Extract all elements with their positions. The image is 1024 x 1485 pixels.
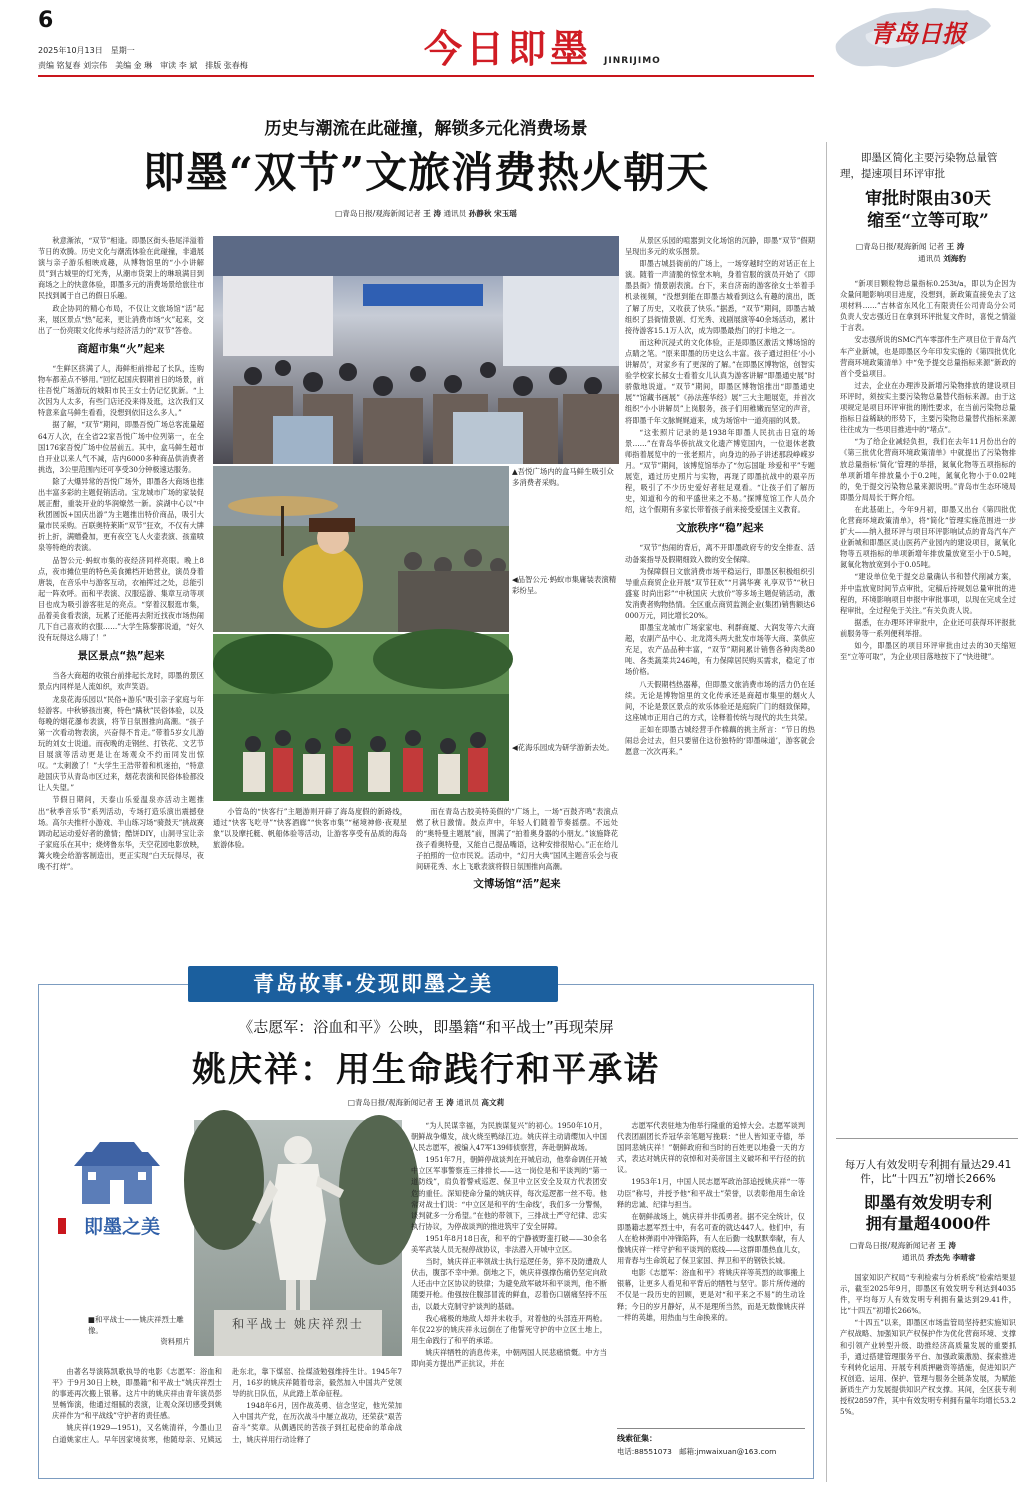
jimo-beauty-text: 即墨之美 xyxy=(83,1216,160,1238)
lead-sec2-p1: 当各大商超的收银台前排起长龙时，即墨的景区景点内同样是人流如织，欢声笑语。 xyxy=(38,671,204,692)
side-p3: 过去，企业在办理涉及新增污染物排放的建设项目环评时，须按实主要污染物总量替代指标来源。由于这项规定是项目环评审批的刚性要求，在当前污染物总量指标日益稀缺的形势下，主要污染物总量替代指标来源往往成为一些项目推进中的“堵点”。 xyxy=(840,380,1016,435)
lead-sec2-p4: 小管岛的“快客行”主题游则开辟了海岛度假的新路线，通过“快客飞吃寻”“快客酒廊”“快客市集”“秘境神修·夜观星象”以及摩托艇、帆船体验等活动，让游客享受有品质的海岛旅游体验。 xyxy=(213,807,407,850)
contact-label: 线索征集： xyxy=(617,1434,657,1443)
lead-sec2-p5: 而在青岛古胶美特美假的“广场上，一场“百鼓齐鸣”表演点燃了秋日激情。鼓点声中，年轻人们随着节奏摇摆。不远处的“奥特曼主题展”前，围满了“拍着奥身器的小朋友。”该施降花孩子看奥特曼，又能自己提品嘴语，这种安排很贴心。”正在给儿子拍照的一位市民说。活动中，“幻月大典”国风主题音乐会与夜间研花秀、水上飞歌表演将假日氛围推向高潮。 xyxy=(416,807,618,872)
side2-byline-mid: 通讯员 xyxy=(902,1253,925,1262)
side2-byline-reporter: 王 涛 xyxy=(938,1241,956,1250)
side-p6: “建设单位免于提交总量确认书和替代削减方案，并中监放宽时间节点审批，定稿后持规划总量审批的进程的，环境影响项目申报中审批事项，以现在完成全过程审批，全过程免于关注。”有关负责人说。 xyxy=(840,572,1016,615)
photo-mall-crowd xyxy=(213,236,619,464)
lead-sec2-p3: 节假日期间，天泰山乐爱温泉亦活动主题推出“秋季音乐节”系列活动，专场打造乐演出震撼登场。高尔夫推杆小游戏、半山练习场“骑鼓天”挑战赛调动起运动爱好者的激情；酷饼DIY，山洞寻宝让亲子家庭乐在其中；烧烤鲁东华，天空花园电影放映，篝火晚会给游客制造出，更正实现“白天玩得尽，夜晚不打烊”。 xyxy=(38,795,204,871)
story-col3-p1: 志愿军代表驻地为他举行隆重的追悼大会。志愿军谈判代表团副团长乔冠华亲笔题写挽联：“世人皆知亚寺德，举国同悲姚庆祥！”朝鲜政府和当时的百姓更以地叠一天的方式，表达对姚庆祥的哀悼和对美帝国主义破坏和平行径的抗议。 xyxy=(617,1121,805,1175)
side-byline-reporter: 王 涛 xyxy=(946,242,965,251)
lead-col4 xyxy=(625,235,815,921)
page-number: 6 xyxy=(38,8,54,33)
lead-sec4-title: 文旅秩序“稳”起来 xyxy=(676,522,764,535)
story-byline xyxy=(38,1097,814,1108)
contact-box xyxy=(617,1428,805,1470)
story-frame-top-right xyxy=(558,984,814,985)
lead-sec3-p4: “这张照片记录的是1938年即墨人民抗击日寇的场景……”在青岛华侨抗战文化遗产博览国内，一位退休老教师指着展览中的一张老照片，向身边的孙子讲述那段峥嵘岁月。“双节”期间，该博览馆举办了“勿忘国耻 珍爱和平”专题展览，通过历史照片与实物，再现了即墨抗战中的艰辛历程，吸引了不少历史爱好者驻足观看。“让孩子们了解历史，知道和今的和平盛世来之不易。”探博览馆工作人员介绍，这个假期有多家长带着孩子前来接受爱国主义教育。 xyxy=(625,427,815,515)
story-byline-reporter: 王 涛 xyxy=(435,1098,454,1107)
side2-headline-small: 每万人有效发明专利拥有量达29.41件，比“十四五”初增长266% xyxy=(844,1159,1012,1185)
side-p4: “为了给企业减轻负担，我们在去年11月份出台的《第三批优化营商环境政策清单》中就提出了污染物排放总量指标‘简化’管理的举措，氮氧化物等五项指标的单项新增年排放量小于0.2吨，氮氧化物小于0.02吨的，免于提交污染物总量来源说明。”青岛市生态环境局即墨分局局长于辉介绍。 xyxy=(840,437,1016,502)
newspaper-logo xyxy=(826,4,996,78)
story-frame-top-left xyxy=(38,984,188,985)
story-col3-p2: 1953年1月，中国人民志愿军政治部追授姚庆祥“一等功臣”称号，并授予他“和平战士”荣誉，以表彰他用生命诠释的忠诚、纪律与担当。 xyxy=(617,1177,805,1209)
side-byline-prefix: □青岛日报/观海新闻 记者 xyxy=(856,242,945,251)
lead-sec4-p5: 正如在即墨古城经营手作棉藕的挑主所言：“节日的热闹总会过去，但只要留住这份独特的‘即墨味道’，游客就会愿意一次次再来。” xyxy=(625,724,815,757)
story-col1-p2: 姚庆祥(1929—1951)，又名姚清祥，今墨山卫白道姚家庄人。早年因家境贫寒，他随母亲、兄姨远赴东北，靠下煤窑、捡煤渣勉强维持生计。1945年7月，16岁的姚庆祥随着母亲，毅然加入中国共产党领导的抗日队伍，从此踏上革命征程。 xyxy=(52,1367,402,1444)
story-col2-p6: 姚庆祥牺牲的消息传来，中朝两国人民悲痛愤慨。中方当即向美方提出严正抗议，并在 xyxy=(411,1347,607,1368)
lead-sec3-p3: 而这种沉浸式的文化体验，正是即墨区激活文博场馆的点睛之笔。“原来即墨的历史这么丰富。孩子通过担任‘小小讲解员’，对家乡有了更深的了解。”在即墨区博物馆，创智实验学校家长郝女士看着女儿认真为游客讲解“即墨通史展”时骄傲地说道。“双节”期间，即墨区博物馆推出“即墨通史展”“馆藏书画展”《孙法莲华经》展”三大主题展览，并首次组织“小小讲解员”上岗服务，孩子们用稚嫩而坚定的声音，将即墨千年文脉娓娓道来，成为场馆中一道亮丽的风景。 xyxy=(625,337,815,425)
side-headline-line2: 缩至“立等可取” xyxy=(867,211,989,231)
lead-byline xyxy=(38,208,814,219)
lead-sec3-p2: 即墨古城县衙前的广场上，一场穿越时空的对话正在上演。随着一声清脆的惊堂木响，身着官服的演员开始了《即墨县衙》情景剧表演。台下，来自济南的游客徐女士举着手机录视频，“没想到能在即墨古城看到这么有趣的演出，既了解了历史，又收获了快乐。”据悉，“双节”期间，即墨古城组织了县衙情景剧、灯光秀、戏剧展演等40余场活动，累计接待游客15.1万人次，成为即墨最热门的打卡地之一。 xyxy=(625,259,815,335)
lead-intro-1: 秋意渐浓，“双节”相逢。即墨区街头巷尾洋溢着节日的欢腾。历史文化与潮流体验在此碰撞，非遗展演与亲子游乐相映成趣，从博物馆里的“小小讲解员”到古城里的灯光秀，从潮市货架上的琳琅满目到商场之上的快意体验，即墨多元的消费场景给旅往市民找到属于自己的假日乐趣。 xyxy=(38,236,204,301)
caption-flower-park: ◀花海乐园成为研学游新去处。 xyxy=(512,742,618,753)
side-byline-mid: 通讯员 xyxy=(918,254,941,263)
story-col1-p1: 由著名导演陈凯歌执导的电影《志愿军：浴血和平》于9月30日上映，即墨籍“和平战士”姚庆祥烈士的事迹再次搬上银幕。这片中的姚庆祥由青年演员彭昱畅饰演，他通过细腻的表演，让观众深切感受到姚庆祥作为“和平战线”守护者的责任感。 xyxy=(52,1367,222,1421)
story-banner-text: 青岛故事·发现即墨之美 xyxy=(253,972,493,996)
side2-byline xyxy=(850,1240,1016,1264)
lead-sec1-p1: “生鲜区挤满了人，海鲜柜前排起了长队，连购物车都差点不够用。”回忆起国庆假期首日的场景，前往吾悦广场游玩的城阳市民王女士仍记忆犹新。“上次因为人太多，有些门店还没来得及逛，这次我们又特意来盒马鲜生看看，没想到依旧这么多人。” xyxy=(38,363,204,418)
story-byline-prefix: □青岛日报/观海新闻记者 xyxy=(347,1098,434,1107)
side-headline xyxy=(840,188,1016,232)
mall-crowd-image xyxy=(213,236,619,464)
statue-inscription: 和平战士 姚庆祥烈士 xyxy=(232,1317,364,1331)
statue-caption-line1: ■和平战士——姚庆祥烈士雕像。 xyxy=(88,1315,184,1335)
section-pinyin: JINRIJIMO xyxy=(604,56,661,66)
story-col3 xyxy=(617,1120,805,1420)
byline-contributors: 孙静秋 宋玉瑶 xyxy=(468,209,517,218)
jimo-logo-seal xyxy=(58,1218,66,1234)
side-byline xyxy=(856,241,1016,265)
lead-col1 xyxy=(38,235,204,871)
side2-body xyxy=(840,1272,1016,1478)
story-col3-p4: 电影《志愿军：浴血和平》将姚庆祥等英烈的故事搬上银幕，让更多人看见和平背后的牺牲与坚守。影片所传递的不仅是一段历史的回顾，更是对“和平来之不易”的生动诠释；今日的岁月静好，从不是理所当然，而是无数像姚庆祥一样的英雄，用热血与生命换来的。 xyxy=(617,1268,805,1322)
lead-kicker: 历史与潮流在此碰撞，解锁多元化消费场景 xyxy=(264,119,588,139)
story-kicker: 《志愿军：浴血和平》公映，即墨籍“和平战士”再现荣屏 xyxy=(238,1018,614,1036)
side-p1: “新项目颗粒物总量指标0.253t/a，即以为企因为众量问题影响项目进度，没想到，新政策直接免去了这项材料……”吉林省东风化工有限责任公司青岛分公司负责人安志强近日在拿到环评批复文件时，喜悦之情溢于言表。 xyxy=(840,279,1016,333)
lead-sec1-title: 商超市集“火”起来 xyxy=(77,342,165,355)
story-col3-p3: 在朝鲜战场上，姚庆祥并非孤勇者。据不完全统计，仅即墨籍志愿军烈士中，有名可查的就达447人。他们中，有人在枪林弹雨中冲锋陷阵，有人在后勤一线默默奉献，有人像姚庆祥一样守护和平谈判的底线——这群即墨热血儿女，用青春与生命筑起了保卫家国、捍卫和平的钢铁长城。 xyxy=(617,1211,805,1266)
caption-mall: ▲吾悦广场内的盒马鲜生吸引众多消费者采购。 xyxy=(512,466,618,488)
lead-col2-bottom xyxy=(213,806,407,920)
lead-sec4-p4: 八天假期档热器幕，但即墨文旅消费市场的活力仍在延续。无论是博物馆里的文化传承还是商超市集里的烟火人间，不论是景区景点的欢乐体验还是庭院广门的细致保障，这座城市正用自己的方式，诠释着传统与现代的共生共荣。 xyxy=(625,679,815,722)
photo-performer xyxy=(213,466,509,632)
staff-credits: 责编 铭复春 刘宗伟 美编 金 琳 审读 李 斌 排版 张春梅 xyxy=(38,61,248,70)
side2-headline xyxy=(840,1192,1016,1234)
side2-headline-line1: 即墨有效发明专利 xyxy=(863,1193,992,1212)
masthead-rule xyxy=(38,75,814,77)
sidebar-divider xyxy=(826,142,827,1482)
story-col1 xyxy=(52,1366,402,1472)
side2-p2: “十四五”以来，即墨区市场监管局坚持把实施知识产权战略、加强知识产权保护作为优化营商环境、支撑和引领产业转型升级、助推经济高质量发展的重要抓手，通过搭建管理服务平台、加强政策激励、探索推进专利转化运用、开展专利质押融资等措施，促进知识产权创造、运用、保护、管理与服务全链条发展，为赋能新质生产力发展提供知识产权支撑。其间，全区获专利授权28597件，其中有效发明专利拥有量年均增长53.25%。 xyxy=(840,1318,1016,1417)
story-col1-p3: 1948年6月，因作战英勇、信念坚定，他光荣加入中国共产党，在历次战斗中屡立战功，还荣获“艰苦奋斗”奖章。从偶遇民的苦孩子到扛起使命的革命战士，姚庆祥用行动诠释了 xyxy=(232,1401,402,1444)
photo-statue xyxy=(194,1120,402,1356)
story-col2-p5: 我心痛极的地敌人却并未收手，对着他的头部连开两枪。年仅22岁的姚庆祥永远倒在了他誓死守护的中立区土地上，用生命践行了和平的承诺。 xyxy=(411,1313,607,1345)
story-col2-p4: 当时，姚庆祥正率领战士执行巡逻任务，猝不及防遭敌人伏击，腹部不幸中弹。倒地之下，姚庆祥强撑伤痛仍坚定向敌人还击中立区协议的铁律；为避免敌军破坏和平谈判，他不断随要开枪。他强按住腹部冒流的鲜血，忍着伤口剧痛坚持不压击，以最大克制守护谈判的基础。 xyxy=(411,1257,607,1311)
lead-sec4-p2: 为保障假日文旅消费市场平稳运行，即墨区积极组织引导重点商贸企业开展“双节狂欢”“月满华赛 礼享双节”“秋日盛宴 时尚出彩”“中秋国庆 大放价”等多场主题促销活动，激发消费者购物热情。全区重点商贸监测企业(集团)销售额达6000万元，同比增长20%。 xyxy=(625,566,815,620)
photo-flower-park xyxy=(213,634,509,801)
story-col2-p2: 1951年7月，朝鲜停战谈判在开城启动，他奉命调任开城中立区军事警察连三排排长——这一岗位是和平谈判的“第一道防线”，肩负着警戒巡逻、保卫中立区安全及双方代表团安危的重任。深知使命分量的姚庆祥，每次巡逻都一丝不苟。他常对战士们说：“中立区是和平的‘生命线’，我们多一分警惕，谈判就多一分希望。”在他的带领下，三排战士严守纪律、忠实执行协议，为停战谈判的推进筑牢了安全屏障。 xyxy=(411,1155,607,1231)
lead-sec1-p3: 除了大爆异常的吾悦广场外，即墨各大商场也推出丰富多彩的主题促销活动。宝龙城市广场的家装促展正酣，重装开业的华润燎然一新。滨湖中心以“中秋团圆饭+国庆出游”为主题推出特价商品，吸引大量市民采购。百联奥特莱斯“双节”狂欢，不仅有大牌折上折，满赠叠加，更有夜空飞人火壶表演、孩童喷泉等特绝的表演。 xyxy=(38,476,204,553)
lead-sec2-title: 景区景点“热”起来 xyxy=(77,650,165,663)
lead-intro-2: 政企协同的精心布局，不仅让文旅场馆“活”起来，展区景点“热”起来，更让消费市场“火”起来，交出了一份亮眼文化传承与经济活力的“双节”答卷。 xyxy=(38,303,204,335)
section-title: 今日即墨 xyxy=(424,27,593,71)
side2-byline-contributors: 乔杰先 李晴睿 xyxy=(927,1253,976,1262)
side-kicker: 即墨区简化主要污染物总量管理，提速项目环评审批 xyxy=(840,152,998,180)
statue-caption-line2: 资料照片 xyxy=(160,1337,190,1346)
story-col2 xyxy=(411,1120,607,1472)
story-byline-contributor: 高文莉 xyxy=(481,1098,505,1107)
side2-byline-prefix: □青岛日报/观海新闻记者 xyxy=(850,1241,936,1250)
side2-p1: 国家知识产权局“专利检索与分析系统”检索结果显示，截至2025年9月，即墨区有效发明专利达到4035件，平均每万人有效发明专利拥有量达到29.41件，比“十四五”初增长266%。 xyxy=(840,1273,1016,1316)
byline-reporter: 王 涛 xyxy=(423,209,442,218)
story-headline: 姚庆祥：用生命践行和平承诺 xyxy=(192,1050,660,1090)
side-body xyxy=(840,278,1016,1130)
lead-sec4-p3: 即墨宝龙城市广场家家电、利群商厦、大润发等六大商超，农副产品中心、北龙湾头两大批发市场等大商、菜供应充足，农产品品种丰富，“双节”期间累计销售各种肉类80吨、各类蔬菜共246吨，有力保障居民购买需求，稳定了市场价格。 xyxy=(625,623,815,677)
side-p8: 如今，即墨区的项目环评审批由过去的30天缩短至“立等可取”，为企业项目落地按下了“快进键”。 xyxy=(840,641,1016,662)
lead-col3-bottom xyxy=(416,806,618,920)
lead-sec3-p1: 从景区乐园的喧嚣到文化场馆的沉静，即墨“双节”假期呈现出多元的欢乐图景。 xyxy=(625,236,815,257)
lead-sec1-p4: 品智公元·蚂蚁市集的夜经济同样亮眼。晚上8点，夜市摊位里的特色美食摊档开始营业，演员身着唐装，在音乐中与游客互动，衣袖挥过之处，总能引起一阵欢呼。而和平表演、汉服巡游、集章互动等项目也成为吸引游客驻足的亮点。“穿着汉服逛市集，品着美食看表演，玩累了还能再去附近找夜市场热闹几下自己喜欢的衣服……”大学生陈黎都说道，“好久没有玩得这么嗨了！” xyxy=(38,555,204,643)
side2-headline-line2: 拥有量超4000件 xyxy=(865,1214,991,1233)
sidebar-section-divider xyxy=(836,1138,1018,1139)
byline-mid: 通讯员 xyxy=(443,209,467,218)
story-byline-mid: 通讯员 xyxy=(456,1098,479,1107)
statue-caption xyxy=(88,1314,190,1347)
logo-text: 青岛日报 xyxy=(870,19,966,48)
lead-sec4-p1: “双节”热闹的背后，离不开即墨政府专的安全排查、活动备案指导及假期细致入微的安全保障。 xyxy=(625,543,815,564)
performer-image xyxy=(213,466,509,632)
side-p5: 在此基础上，今年9月初，即墨又出台《第四批优化营商环境政策清单》，将“简化”管理实施范围进一步扩大——纳入报环评与项目环评影响试点的青岛汽车产业新城和即墨区灵山医药产业园内的建设项目，氮氧化物等五项指标的单项新增年排放量放宽至小于0.5吨，氮氧化物放宽到小于0.05吨。 xyxy=(840,504,1016,570)
lead-headline: 即墨“双节”文旅消费热火朝天 xyxy=(142,148,710,197)
story-col2-p3: 1951年8月18日夜，和平的宁静被野蛮打破——30余名美军武装人员无视停战协议，非法潜入开城中立区。 xyxy=(411,1233,607,1255)
jimo-beauty-logo xyxy=(52,1132,184,1252)
byline-prefix: □青岛日报/观海新闻记者 xyxy=(335,209,421,218)
contact-info: 电话:88551073 邮箱:jmwaixuan@163.com xyxy=(617,1447,777,1456)
lead-sec3-title: 文博场馆“活”起来 xyxy=(473,877,561,890)
side-p7: 据悉，在办理环评审批中，企业还可获得环评报批前服务等一系列便利举措。 xyxy=(840,617,1016,638)
issue-date: 2025年10月13日 星期一 xyxy=(38,46,135,55)
side-headline-line1: 审批时限由30天 xyxy=(865,189,991,209)
story-col2-p1: “为人民谋幸福，为民族谋复兴”的初心。1950年10月，朝鲜战争爆发，战火烧至鸭绿江边。姚庆祥主动请缨加入中国人民志愿军，被编入47军139师侦察营，奔赴朝鲜战场。 xyxy=(411,1121,607,1153)
lead-sec2-p2: 龙泉花海乐园以“民俗+游乐”吸引亲子家庭与年轻游客。中秋够孩出赛，特色“蹒秋”民俗体验，以及每晚的烟花瀑布表演，将节日氛围推向高潮。“孩子第一次看动物表演，兴奋得不肯走。”带着5岁女儿游玩的刘女士说道。而夜晚的走钢丝、打铁花、文艺节目展演等活动更是让在场观众不约而同发出惊叹。“太刺激了！”大学生王浩带着和机迷拍，“特意趁国庆节从青岛市区过来，烟花表演和民俗体验都没让人失望。” xyxy=(38,694,204,793)
flower-park-image xyxy=(213,634,509,801)
caption-performer: ◀品智公元·蚂蚁市集庸装表演精彩纷呈。 xyxy=(512,575,617,595)
side-byline-contributor: 刘海豹 xyxy=(943,254,966,263)
side-p2: 安志强所说的SMC汽车零部件生产项目位于青岛汽车产业新城，也是即墨区今年印发实施的《第四批优化营商环境政策清单》中“免予提交总量指标来源”新政的首个受益项目。 xyxy=(840,335,1016,378)
lead-sec1-p2: 据了解，“双节”期间，即墨吾悦广场总客流量超64万人次，在全省22家吾悦广场中位列第一，在全国176家吾悦广场中位居前五。其中，盒马鲜生超市自开业以来人气不减，店内6000多种商品供消费者挑选，3公里范围内还可享受30分钟极速达服务。 xyxy=(38,420,204,474)
